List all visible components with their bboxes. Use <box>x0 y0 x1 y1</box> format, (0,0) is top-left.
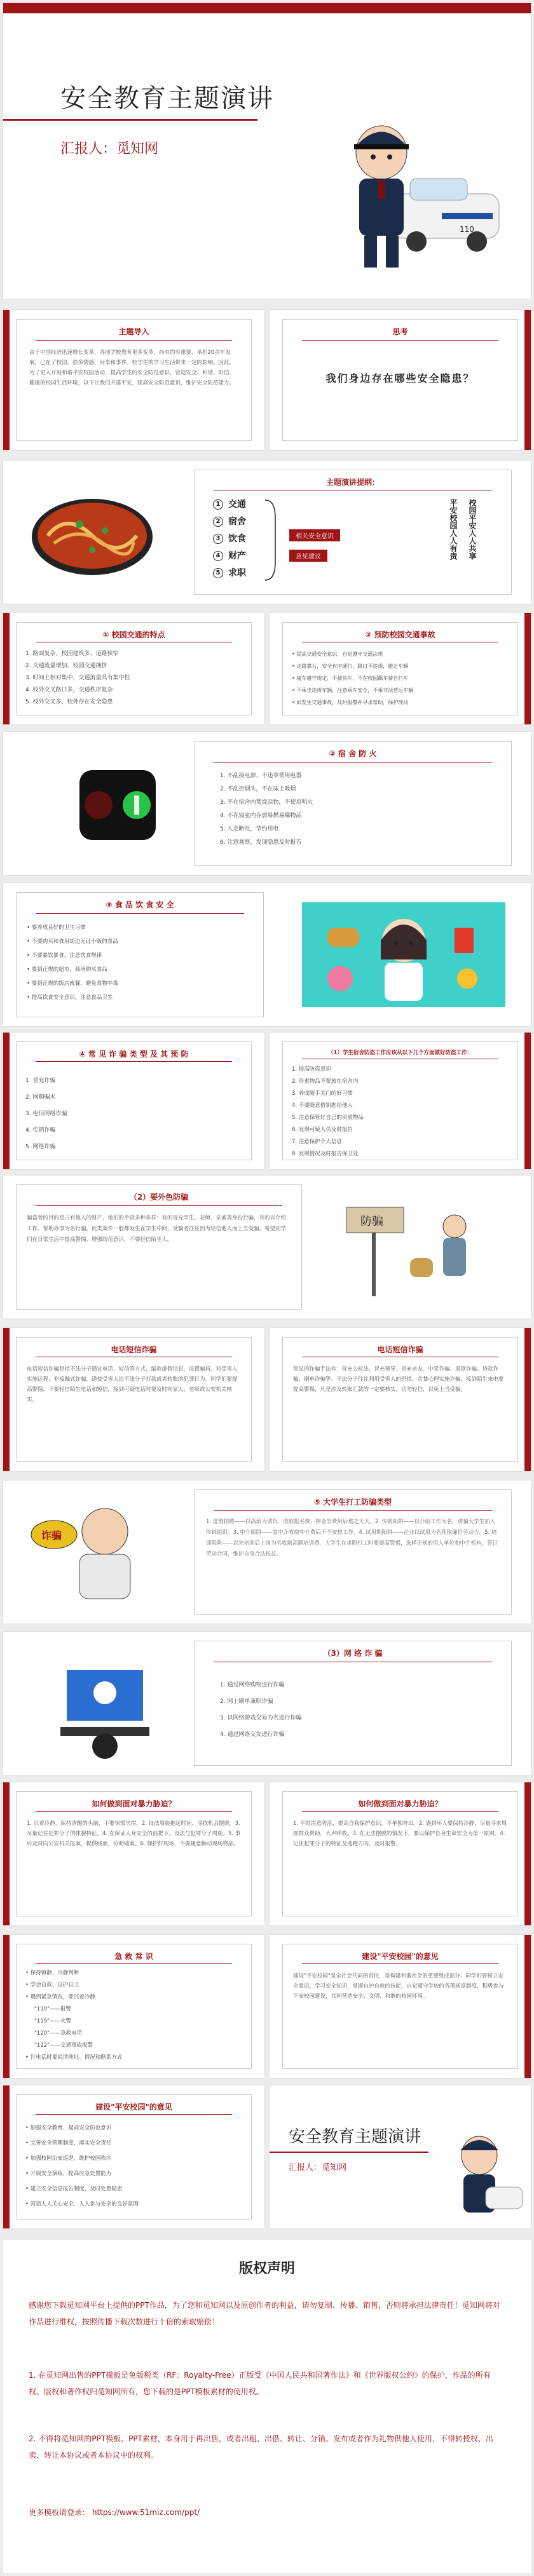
slide-title: 思考 <box>392 327 408 336</box>
traffic-prevention-slide <box>270 613 531 724</box>
title-underline <box>302 340 498 341</box>
food-fries <box>455 928 474 953</box>
list-item: 3. 以网络游戏交易为名进行诈骗 <box>220 1715 302 1721</box>
list-item: 3. 养成随手关门的好习惯 <box>292 1090 353 1097</box>
sign-text: 防骗 <box>360 1215 383 1228</box>
list-item: 5. 校外交叉多，校外存在安全隐患 <box>25 699 113 705</box>
list-item: 1. 不乱接电源、不违章使用电器 <box>220 773 302 779</box>
copyright-title: 版权声明 <box>238 2261 295 2277</box>
violence-slide-2 <box>270 1782 531 1925</box>
slide-title: ③ 食 品 饮 食 安 全 <box>106 900 174 909</box>
tag-safety-awareness: 相关安全意识 <box>289 529 340 541</box>
slide-edge-bar <box>3 1935 10 2078</box>
cover-reporter: 汇报人：觅知网 <box>60 141 159 157</box>
copyright-paragraph-3: 2. 不得将觅知网的PPT模板、PPT素材，本身用于再出售，或者出租、出借、转让、分销、发布或者作为礼物供他人使用，不得转授权、出卖、转让本协议或者本协议中的权利。 <box>29 2434 493 2460</box>
title-underline <box>36 913 244 914</box>
list-item: 2. 交通流量增加、校园交通拥挤 <box>25 663 107 669</box>
hacker-head <box>92 1733 118 1759</box>
slide-frame <box>16 1184 302 1310</box>
list-item: • 不乘坐违规车辆，注意乘车安全，不乘非法营运车辆 <box>292 684 502 696</box>
list-item: • 打电话时要说清地址、情况和联系方式 <box>25 2052 236 2064</box>
list-item: 2. 网上刷单兼职诈骗 <box>220 1698 273 1705</box>
pedestrian-figure <box>134 796 139 815</box>
more-templates-label: 更多模板请登录： <box>29 2508 90 2517</box>
slide-title: （2）要外色防骗 <box>129 1193 189 1202</box>
list-item: • 提高交通安全意识，自觉遵守交通法规 <box>292 648 502 660</box>
bullet-list <box>220 769 496 850</box>
slide-frame <box>16 319 252 441</box>
copyright-section <box>3 2240 531 2573</box>
girl-eye <box>409 941 413 945</box>
violence-slide-1 <box>3 1782 264 1925</box>
slide-frame <box>16 1337 252 1462</box>
food-burger <box>327 928 359 947</box>
slide-title: ⑤ 大学生打工防骗类型 <box>313 1498 392 1507</box>
slide-edge-bar <box>524 1782 531 1925</box>
dorm-fire-slide <box>3 732 531 875</box>
list-item: 6. 注意观察，发现隐患及时报告 <box>220 839 302 846</box>
question-slide <box>270 310 531 450</box>
slide-title: ① 校园交通的特点 <box>102 630 165 639</box>
tag-suggestions: 意见建议 <box>289 550 327 562</box>
phone-scam-slide-2 <box>270 1328 531 1471</box>
closing-police-illustration <box>448 2130 524 2219</box>
slide-edge-bar <box>3 1782 10 1925</box>
list-item: 1. 通过网络购物进行诈骗 <box>220 1682 285 1688</box>
list-item: 2. 网购骗术 <box>25 1094 56 1101</box>
officer-leg <box>364 236 377 268</box>
police-car-window <box>410 179 467 200</box>
traffic-features-slide <box>3 613 264 724</box>
safe-campus-body: 建设"平安校园"是全社会共同的责任，是构建和谐社会的重要组成部分。同学们要树立安全意识，学习安全知识，掌握自护自救的技能，自觉遵守学校的各项规章制度，积极参与平安校园建设，共同营造安全、文明、和谐的校园环境。 <box>293 1973 504 2000</box>
slide-title: ② 宿 舍 防 火 <box>329 749 377 758</box>
title-underline <box>36 340 232 341</box>
slide-edge-bar <box>524 613 531 724</box>
list-item: 4. 不在寝室内存放易燃易爆物品 <box>220 813 302 819</box>
police-car-plate: 110 <box>460 225 474 234</box>
list-item: "122"——交通事故报警 <box>34 2042 93 2049</box>
closing-reporter: 汇报人：觅知网 <box>289 2163 347 2173</box>
list-item: • 加强安全教育，提高安全防范意识 <box>25 2120 236 2136</box>
junk-food-illustration <box>302 902 505 1007</box>
slide-frame <box>282 1791 518 1916</box>
slide-frame <box>282 1041 518 1160</box>
list-item: 2. 贵重物品不要放在宿舍内 <box>292 1078 359 1085</box>
list-item: 8. 发现情况及时报告保卫处 <box>292 1151 359 1157</box>
title-underline <box>302 1963 498 1964</box>
more-templates-link[interactable]: https://www.51miz.com/ppt/ <box>92 2508 200 2517</box>
slide-edge-bar <box>3 1033 10 1169</box>
noodle-bowl-illustration <box>29 486 156 588</box>
slide-edge-bar <box>3 613 10 724</box>
list-item: • 提高饮食安全意识，注意食品卫生 <box>27 991 248 1005</box>
list-item: 1. 冒充诈骗 <box>25 1078 56 1084</box>
list-item: • 要到正规的饭店就餐，避免食物中毒 <box>27 977 248 991</box>
fraudster-body <box>79 1554 130 1599</box>
list-item: 4. 传销诈骗 <box>25 1127 56 1134</box>
slide-title: 急 救 常 识 <box>114 1952 153 1961</box>
slide-edge-bar <box>3 2085 10 2228</box>
list-item: 7. 注意保护个人信息 <box>292 1139 342 1145</box>
outline-list <box>213 496 246 582</box>
list-item: 5. 人走断电，节约用电 <box>220 826 279 832</box>
closing-slide <box>270 2085 531 2228</box>
phone-scam-body: 常见的诈骗手法有：冒充公检法、冒充领导、冒充亲友、中奖诈骗、退款诈骗、贷款诈骗、刷单诈骗等。不法分子往往利用受害人的恐惧、贪婪心理实施诈骗。接到陌生来电要提高警惕，凡是涉及转账汇款的一定要核实，切勿轻信，以免上当受骗。 <box>293 1366 504 1393</box>
police-officer-illustration <box>346 118 505 276</box>
food-candy <box>457 968 477 989</box>
violence-body: 1. 平时注意防范，提高自我保护意识，不单独外出。2. 遇到坏人要保持冷静，尽量寻求周围群众帮助，大声呼救。3. 在无法摆脱的情况下，要以保护自身生命安全为第一原则。4. 记住犯罪分子的特征及逃跑方向，及时报警。 <box>293 1820 507 1847</box>
slide-edge-bar <box>524 1033 531 1169</box>
title-underline <box>36 2114 232 2115</box>
bracket-line <box>265 500 275 580</box>
list-item: • 要到正规的超市，商场购买食品 <box>27 963 248 977</box>
list-item: • 不要暴饮暴食，注意饮食规律 <box>27 949 248 963</box>
bullet-list <box>27 921 248 1005</box>
list-item: 4. 通过网络交友进行诈骗 <box>220 1732 285 1738</box>
list-item: • 要养成良好的卫生习惯 <box>27 921 248 935</box>
slide-frame <box>16 1791 252 1916</box>
man-head <box>443 1215 466 1238</box>
slide-frame <box>16 1041 252 1160</box>
outline-item: 5 求职 <box>213 565 246 582</box>
slide-frame <box>194 1641 512 1766</box>
phone-scam-body: 电话短信诈骗是指不法分子通过电话、短信等方式，编造虚假信息，设置骗局，对受害人实施远程、非接触式诈骗，诱使受害人给不法分子打款或者转账的犯罪行为。同学们要提高警惕，不要轻信陌生电话和短信，接到可疑电话时要及时向家人、老师或公安机关核实。 <box>27 1366 238 1403</box>
list-item: 4. 不要随意借钥匙给他人 <box>292 1102 353 1109</box>
job-scam-illustration <box>29 1500 181 1608</box>
list-item: 3. 电信网络诈骗 <box>25 1111 67 1117</box>
title-underline <box>36 1811 232 1812</box>
first-aid-slide <box>3 1935 264 2078</box>
copyright-paragraph-1: 感谢您下载觅知网平台上提供的PPT作品，为了您和觅知网以及原创作者的利益，请勿复制、传播、销售，否则将承担法律责任！觅知网将对作品进行维权，按照传播下载次数进行十倍的索取赔偿！ <box>29 2301 500 2326</box>
job-scam-slide <box>3 1481 531 1624</box>
slide-frame <box>282 622 518 715</box>
list-item: • 加强校园治安巡逻，维护校园秩序 <box>25 2151 236 2166</box>
food-safety-slide <box>3 883 531 1026</box>
phone-scam-slide-1 <box>3 1328 264 1471</box>
slide-frame <box>16 2094 252 2220</box>
police-car-body <box>486 2187 523 2209</box>
slide-frame <box>194 1489 512 1615</box>
officer-cap <box>460 2140 498 2150</box>
skull-icon <box>93 1681 116 1704</box>
bullet-list <box>25 2120 236 2212</box>
list-item: 6. 发现可疑人员及时报告 <box>292 1127 353 1133</box>
anti-scam-slide <box>3 1176 531 1319</box>
money-bag <box>410 1258 433 1277</box>
closing-divider <box>270 2152 428 2153</box>
cover-title: 安全教育主题演讲 <box>60 84 274 113</box>
copyright-paragraph-2: 1. 在觅知网出售的PPT模板是免版税类（RF：Royalty-Free）正版受《中国人民共和国著作法》和《世界版权公约》的保护，作品的所有权、版权和著作权归觅知网所有，您下载的是PPT模板素材的使用权。 <box>29 2371 491 2396</box>
cover-divider <box>3 119 257 121</box>
bullet-list <box>25 1967 236 2064</box>
list-item: • 如发生交通事故，及时报警并寻求帮助，保护现场 <box>292 696 502 708</box>
intro-body: 由于中国经济迅速增长变革，各地学校教育更多变革，尚有约有重要，承担20余年发展，已在了校园，很多情感，问事和事件。校学生的学习生活带来一定的影响。因此，为了更入开展和谐平安校园活动，提高学生的安全防范意识，营造安全、和谐、阳信，健康的校园生活环境，以下让我们共建平安，提高安全防范意识，维护安全防范能力。 <box>29 349 235 386</box>
police-car-stripe <box>442 213 493 219</box>
slogan-vertical-2: 校园平安人人共享 <box>468 499 477 560</box>
outline-item: 4 财产 <box>213 548 246 565</box>
title-underline <box>214 1510 492 1511</box>
list-item: 3. 不在宿舍内焚烧杂物，不使用明火 <box>220 799 313 806</box>
safe-campus-slide-2 <box>3 2085 264 2228</box>
title-underline <box>302 1811 498 1812</box>
green-onion <box>89 546 95 553</box>
outline-bracket <box>264 499 283 581</box>
traffic-light-icon <box>73 764 162 846</box>
speech-text: 诈骗 <box>41 1529 62 1542</box>
list-item: 1. 路面复杂、校园建筑多、道路狭窄 <box>25 651 119 657</box>
slogan-vertical-1: 平安校园人人有责 <box>449 499 458 560</box>
man-body <box>443 1238 466 1276</box>
slide-frame <box>282 1337 518 1462</box>
bullet-list <box>25 1073 236 1155</box>
list-item: • 不要购买和食用街边无证小贩的食品 <box>27 935 248 949</box>
list-item: • 遇到紧急情况，要沉着冷静 <box>25 1991 236 2003</box>
slide-title: 主题演讲提纲： <box>325 478 380 487</box>
title-underline <box>214 762 492 763</box>
job-scam-body: 1. 虚假招聘——以高薪为诱饵，收取报名费、押金等费用后逃之夭夭。2. 传销陷阱——以介绍工作为名，诱骗大学生加入传销组织。3. 中介陷阱——黑中介收取中介费后不予安排工作。4. 试用期陷阱——企业以试用为名获取廉价劳动力。5. 培训陷阱——以先培训后上岗为名收取高额培训费。大学生在求职打工时要提高警惕，选择正规的用人单位和中介机构，签订劳动合同，维护自身合法权益。 <box>206 1519 498 1557</box>
dorm-theft-slide <box>270 1033 531 1169</box>
list-item: • 营造人人关心安全、人人参与安全的良好氛围 <box>25 2197 236 2212</box>
slide-title: 主题导入 <box>118 327 149 336</box>
closing-title: 安全教育主题演讲 <box>289 2127 421 2146</box>
slide-edge-bar <box>3 310 10 450</box>
police-car-wheel <box>467 231 487 252</box>
slide-frame <box>194 741 512 866</box>
slide-title: ④ 常 见 诈 骗 类 型 及 其 预 防 <box>79 1050 189 1059</box>
list-item: 5. 网络诈骗 <box>25 1144 56 1150</box>
list-item: 2. 不乱扔烟头，不在床上吸烟 <box>220 786 296 792</box>
outline-slide <box>3 461 531 604</box>
sign-pole <box>372 1233 376 1296</box>
slide-frame <box>282 1944 518 2069</box>
anti-scam-body: 骗盗者的目的是占有他人的财产，他们的手段多种多样：有的冒充学生、老师、亲戚等身份行骗，有的以介绍工作、帮助办事为名行骗。此类案件一般都发生在学生中间，受骗者往往因为轻信他人而上当受骗。希望同学们在日常生活中提高警惕，增强防范意识，不要轻信陌生人。 <box>27 1215 287 1243</box>
anti-scam-illustration <box>334 1201 499 1303</box>
list-item: • 骑车遵守规定，不骑快车，不在校园飙车骑自行车 <box>292 672 502 684</box>
officer-cap-brim <box>354 144 409 149</box>
slide-frame <box>16 1944 252 2069</box>
list-item: "120"——急救电话 <box>34 2030 83 2037</box>
bullet-list <box>25 648 236 708</box>
safe-campus-slide-1 <box>270 1935 531 2078</box>
list-item: • 学会自救、自护自卫 <box>25 1979 236 1991</box>
list-item: • 开展安全演练，提高应急处置能力 <box>25 2166 236 2181</box>
slide-title: 电话短信诈骗 <box>111 1345 157 1354</box>
officer-leg <box>386 236 399 268</box>
slide-edge-bar <box>524 1935 531 2078</box>
police-car-wheel <box>406 231 427 252</box>
slide-title: （3）网 络 诈 骗 <box>323 1649 383 1658</box>
officer-eye <box>387 154 392 159</box>
red-light <box>85 791 113 819</box>
slide-edge-bar <box>524 310 531 450</box>
bullet-list <box>292 1064 502 1160</box>
title-underline <box>36 1061 232 1062</box>
green-onion <box>76 520 83 528</box>
outline-item: 3 饮食 <box>213 531 246 548</box>
bullet-list <box>220 1677 496 1743</box>
food-donut <box>327 966 353 991</box>
list-item: 3. 时间上相对集中，交通流量具有集中性 <box>25 675 130 681</box>
list-item: • 保持镇静，冷静判断 <box>25 1967 236 1979</box>
list-item: 5. 注意保管好自己的贵重物品 <box>292 1115 364 1121</box>
slide-title: （1）学生宿舍防盗工作应该从以下几个方面做好防盗工作： <box>328 1050 472 1056</box>
slide-frame <box>282 319 518 441</box>
intro-slide <box>3 310 264 450</box>
slide-frame <box>16 892 264 1017</box>
title-underline <box>36 1963 232 1964</box>
slide-title: 如何做到面对暴力胁迫？ <box>92 1800 176 1808</box>
list-item: 4. 校外交叉路口多，交通秩序复杂 <box>25 687 113 693</box>
list-item: "110"——报警 <box>34 2006 72 2012</box>
girl-body <box>385 963 423 1001</box>
hacker-illustration <box>41 1651 168 1759</box>
girl-eye <box>394 941 398 945</box>
slide-title: ② 预防校园交通事故 <box>365 630 435 639</box>
list-item: "119"——火警 <box>34 2018 72 2024</box>
list-item: • 完善安全管理制度，落实安全责任 <box>25 2136 236 2151</box>
officer-tie <box>378 180 385 199</box>
bullet-list <box>292 648 502 708</box>
title-underline <box>36 1205 282 1206</box>
more-templates-line <box>29 2507 200 2518</box>
outline-item: 2 宿舍 <box>213 513 246 531</box>
list-item: 1. 提高防盗意识 <box>292 1066 331 1073</box>
slide-title: 如何做到面对暴力胁迫？ <box>358 1800 442 1808</box>
officer-eye <box>371 154 376 159</box>
violence-body: 1. 沉着冷静，保持清醒的头脑，不要惊慌失措。2. 设法周旋拖延时间，寻找机会摆脱。3. 尽量记住犯罪分子的体貌特征。4. 在保证人身安全的前提下，设法与犯罪分子周旋。5. 事后及时向公安机关报案，提供线索，协助破案。6. 保护好现场，不要随意触动现场物品。 <box>27 1820 241 1847</box>
slide-frame <box>16 622 252 715</box>
fraudster-head <box>82 1508 128 1554</box>
slide-edge-bar <box>3 1328 10 1471</box>
question-text: 我们身边存在哪些安全隐患？ <box>325 372 475 384</box>
slide-edge-bar <box>524 1328 531 1471</box>
green-onion <box>102 527 108 534</box>
cover-top-bar <box>3 3 531 13</box>
cover-slide <box>3 3 531 299</box>
list-item: • 走路靠右，安全有序通行，路口不违规，避让车辆 <box>292 660 502 672</box>
fraud-types-slide <box>3 1033 264 1169</box>
slide-title: 电话短信诈骗 <box>377 1345 423 1354</box>
slide-title: 建设"平安校园"的意见 <box>95 2103 172 2112</box>
outline-item: 1 交通 <box>213 496 246 513</box>
list-item: • 建立安全信息报告制度，及时处置隐患 <box>25 2181 236 2197</box>
internet-scam-slide <box>3 1632 531 1775</box>
slide-title: 建设"平安校园"的意见 <box>362 1952 439 1961</box>
